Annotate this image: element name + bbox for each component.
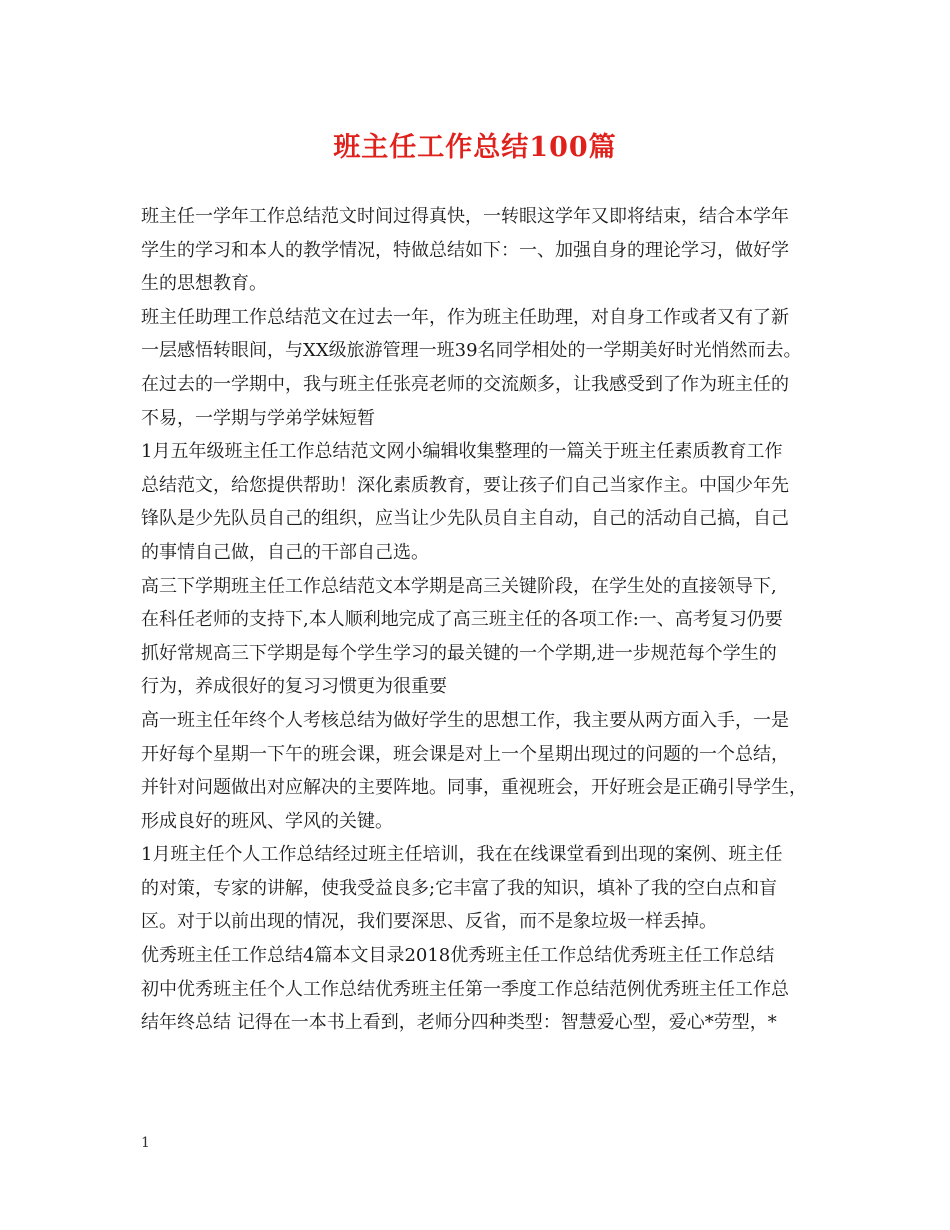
text-line: 总结范文，给您提供帮助！深化素质教育，要让孩子们自己当家作主。中国少年先: [141, 474, 789, 496]
text-line: 并针对问题做出对应解决的主要阵地。同事，重视班会，开好班会是正确引导学生，: [141, 777, 807, 799]
text-line: 学生的学习和本人的教学情况，特做总结如下：一、加强自身的理论学习，做好学: [141, 239, 789, 261]
text-line: 锋队是少先队员自己的组织，应当让少先队员自主自动，自己的活动自己搞，自己: [141, 508, 789, 530]
text-line: 行为，养成很好的复习习惯更为很重要: [141, 676, 447, 698]
text-line: 抓好常规高三下学期是每个学生学习的最关键的一个学期,进一步规范每个学生的: [141, 642, 777, 664]
text-line: 高三下学期班主任工作总结范文本学期是高三关键阶段，在学生处的直接领导下,: [141, 575, 777, 597]
document-title: 班主任工作总结100篇: [333, 132, 617, 163]
text-line: 1月班主任个人工作总结经过班主任培训，我在在线课堂看到出现的案例、班主任: [141, 844, 783, 866]
text-line: 不易，一学期与学弟学妹短暂: [141, 407, 375, 429]
text-line: 生的思想教育。: [141, 273, 267, 295]
text-line: 的对策，专家的讲解，使我受益良多;它丰富了我的知识，填补了我的空白点和盲: [141, 877, 778, 899]
text-line: 形成良好的班风、学风的关键。: [141, 810, 393, 832]
text-line: 高一班主任年终个人考核总结为做好学生的思想工作，我主要从两方面入手，一是: [141, 709, 789, 731]
text-line: 在过去的一学期中，我与班主任张亮老师的交流颇多，让我感受到了作为班主任的: [141, 373, 789, 395]
text-line: 1月五年级班主任工作总结范文网小编辑收集整理的一篇关于班主任素质教育工作: [141, 441, 783, 463]
text-line: 结年终总结 记得在一本书上看到，老师分四种类型：智慧爱心型，爱心*劳型，*: [141, 1012, 777, 1034]
text-line: 班主任助理工作总结范文在过去一年，作为班主任助理，对自身工作或者又有了新: [141, 306, 789, 328]
text-line: 初中优秀班主任个人工作总结优秀班主任第一季度工作总结范例优秀班主任工作总: [141, 978, 789, 1000]
text-line: 在科任老师的支持下,本人顺利地完成了高三班主任的各项工作:一、高考复习仍要: [141, 609, 783, 631]
page-number: 1: [141, 1135, 150, 1151]
text-line: 开好每个星期一下午的班会课，班会课是对上一个星期出现过的问题的一个总结，: [141, 743, 789, 765]
text-line: 一层感悟转眼间，与XX级旅游管理一班39名同学相处的一学期美好时光悄然而去。: [141, 340, 802, 362]
document-body: [141, 200, 821, 1040]
text-line: 的事情自己做，自己的干部自己选。: [141, 541, 429, 563]
text-line: 区。对于以前出现的情况，我们要深思、反省，而不是象垃圾一样丢掉。: [141, 911, 717, 933]
text-line: 优秀班主任工作总结4篇本文目录2018优秀班主任工作总结优秀班主任工作总结: [141, 945, 775, 967]
text-line: 班主任一学年工作总结范文时间过得真快，一转眼这学年又即将结束，结合本学年: [141, 206, 789, 227]
